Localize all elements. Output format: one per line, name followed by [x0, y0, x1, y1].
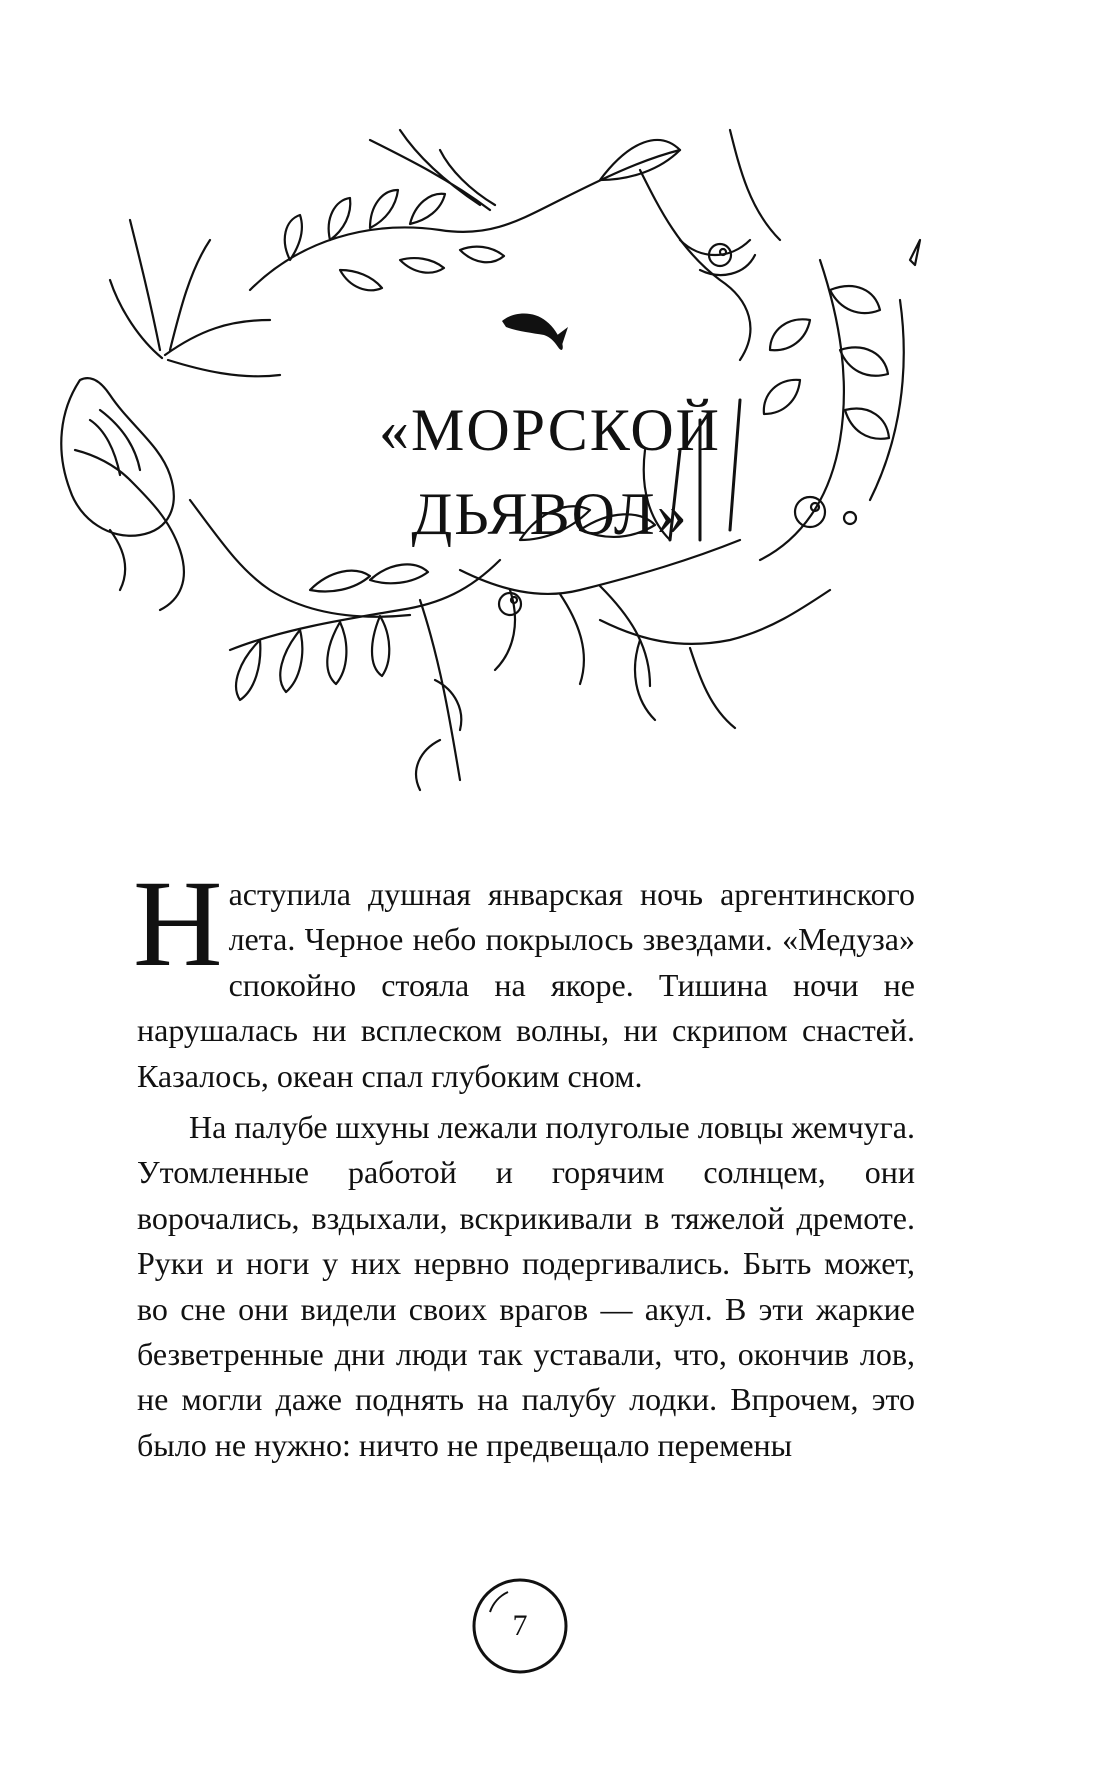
chapter-title-line2: ДЬЯВОЛ»	[411, 481, 689, 547]
body-text	[133, 855, 915, 1474]
page-number: 7	[512, 1609, 528, 1642]
fish-icon	[500, 305, 570, 355]
paragraph-1-text: аступила душная январская ночь аргентинского лета. Черное небо покрылось звездами. «Медуза» спокойно стояла на якоре. Тишина ночи не нарушалась ни всплеском волны, ни скрипом снастей. Казалось, океан спал глубоким сном.	[137, 876, 915, 1094]
page-number-badge	[468, 1574, 572, 1678]
chapter-title	[200, 388, 900, 556]
paragraph-1	[133, 855, 915, 1099]
chapter-title-line1: «МОРСКОЙ	[379, 397, 721, 463]
paragraph-2: На палубе шхуны лежали полуголые ловцы жемчуга. Утомленные работой и горячим солнцем, они ворочались, вздыхали, вскрикивали в тяжелой дремоте. Руки и ноги у них нервно подергивались. Быть может, во сне они видели своих врагов — акул. В эти жаркие безветренные дни люди так уставали, что, окончив лов, не могли даже поднять на палубу лодки. Впрочем, это было не нужно: ничто не предвещало перемены	[137, 1109, 915, 1463]
drop-cap: Н	[133, 855, 223, 992]
